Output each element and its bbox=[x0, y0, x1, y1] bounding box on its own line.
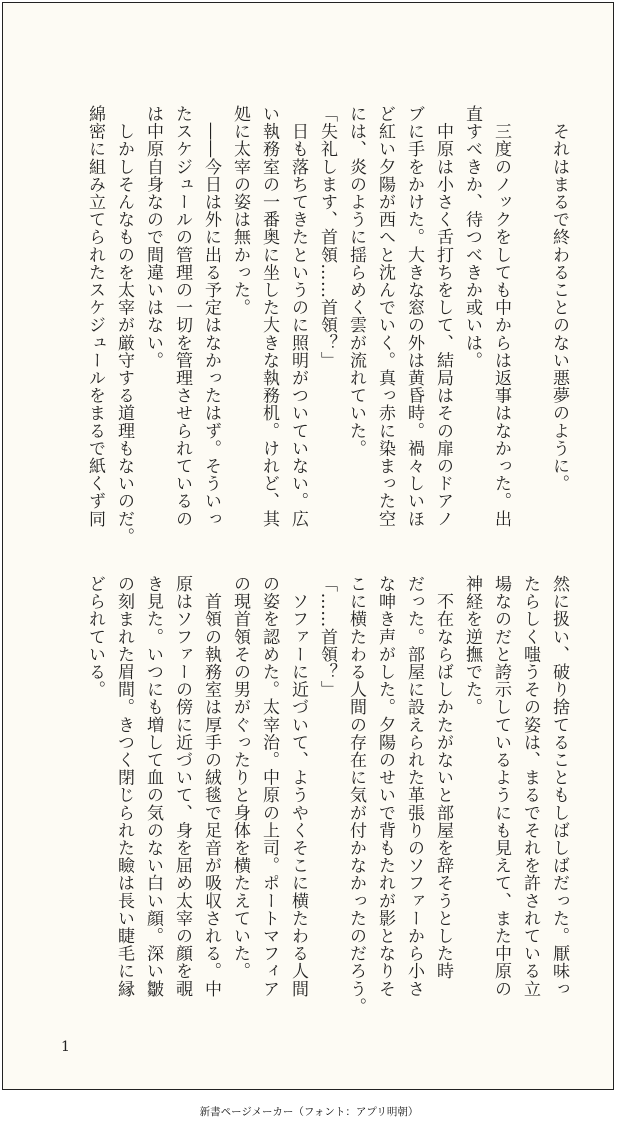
footer-credit: 新書ページメーカー（フォント：アプリ明朝） bbox=[199, 1106, 419, 1118]
text-block-lower: 然に扱い、破り捨てることもしばしばだった。厭味っ たらしく嗤うその姿は、まるでそれを許されている立 場なのだと誇示しているようにも見えて、また中原の 神経を逆撫でた。 不在ならばしかたがないと部屋を辞そうとした時 だった。部屋に設えられた革張りのソファーから小さ な呻き声がした。夕陽のせいで背もたれが影となりそ こに横たわる人間の存在に気が付かなかったのだろう。 「……首領？」 ソファーに近づいて、ようやくそこに横たわる人間 の姿を認めた。太宰治。中原の上司。ポートマフィア の現首領その男がぐったりと身体を横たえていた。 首領の執務室は厚手の絨毯で足音が吸収される。中 原はソファーの傍に近づいて、身を屈め太宰の顔を覗 き見た。いつにも増して血の気のない白い顔。深い皺 の刻まれた眉間。きつく閉じられた瞼は長い睫毛に縁 どられている。 bbox=[85, 575, 569, 1015]
book-page bbox=[2, 2, 614, 1090]
page-number: 1 bbox=[61, 1039, 70, 1055]
text-block-upper: それはまるで終わることのない悪夢のように。 三度のノックをしても中からは返事はなかった。出 直すべきか、待つべきか或いは。 中原は小さく舌打ちをして、結局はその扉のドアノ ブに手をかけた。大きな窓の外は黄昏時。禍々しいほ ど紅い夕陽が西へと沈んでいく。真っ赤に染まった空 には、炎のように揺らめく雲が流れていた。 「失礼します、首領……首領？」 日も落ちてきたというのに照明がついていない。広 い執務室の一番奥に坐した大きな執務机。けれど、其 処に太宰の姿は無かった。 ――今日は外に出る予定はなかったはず。そういっ たスケジュールの管理の一切を管理させられているの は中原自身なので間違いはない。 しかしそんなものを太宰が厳守する道理もないのだ。 綿密に組み立てられたスケジュールをまるで紙くず同 bbox=[85, 105, 569, 545]
